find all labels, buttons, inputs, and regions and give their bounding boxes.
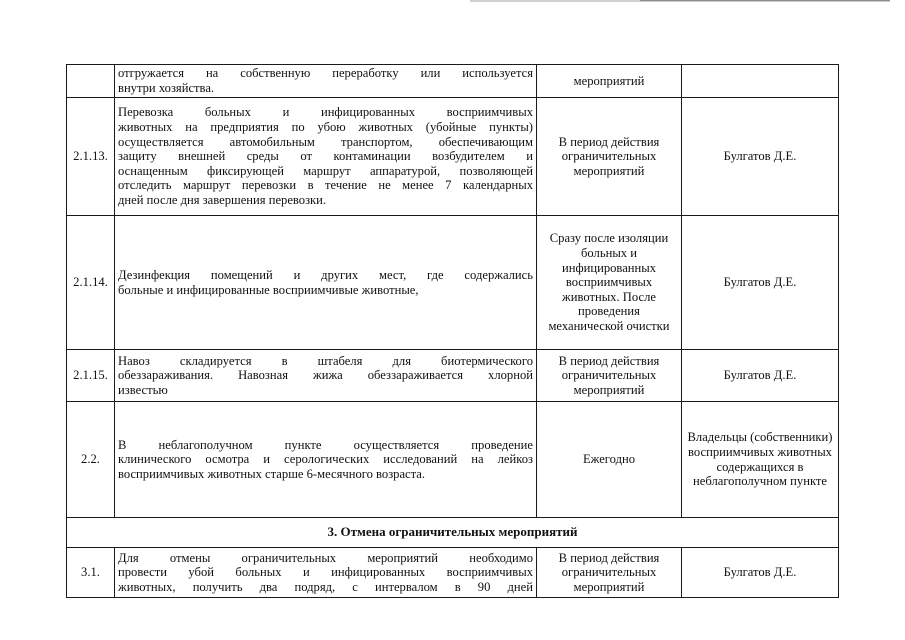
row-number: 2.1.13.: [67, 98, 115, 216]
row-responsible: Булгатов Д.Е.: [682, 350, 839, 402]
row-term: В период действия ограничительных мероприятий: [537, 548, 682, 598]
row-description: [115, 350, 537, 402]
row-term: Сразу после изоляции больных и инфицированных восприимчивых животных. После проведения механической очистки: [537, 216, 682, 350]
section-header-row: [67, 518, 839, 548]
description-line: Навоз складируется в штабеля для биотермического: [118, 353, 533, 368]
row-description: [115, 98, 537, 216]
measures-table: [66, 64, 839, 598]
section-title: 3. Отмена ограничительных мероприятий: [67, 518, 839, 548]
row-responsible: Булгатов Д.Е.: [682, 548, 839, 598]
table-row: [67, 350, 839, 402]
description-line: отгружается на собственную переработку или используется: [118, 66, 533, 81]
description-line: Дезинфекция помещений и других мест, где содержались: [118, 267, 533, 282]
row-term: В период действия ограничительных мероприятий: [537, 98, 682, 216]
description-line: клинического осмотра и серологических исследований на лейкоз: [118, 452, 533, 467]
table-row: [67, 65, 839, 98]
description-line: животных на предприятия по убою животных (убойные пункты): [118, 120, 533, 135]
row-responsible: Булгатов Д.Е.: [682, 216, 839, 350]
description-line: Для отмены ограничительных мероприятий необходимо: [118, 550, 533, 565]
table-row: [67, 402, 839, 518]
row-responsible: [682, 65, 839, 98]
description-line: обеззараживания. Навозная жижа обеззараживается хлорной: [118, 368, 533, 383]
row-number: 2.2.: [67, 402, 115, 518]
row-number: [67, 65, 115, 98]
description-line: больные и инфицированные восприимчивые животные,: [118, 282, 419, 297]
row-number: 2.1.15.: [67, 350, 115, 402]
row-description: [115, 65, 537, 98]
row-description: [115, 216, 537, 350]
description-line: отследить маршрут перевозки в течение не менее 7 календарных: [118, 178, 533, 193]
row-term: мероприятий: [537, 65, 682, 98]
scan-edge-line: [470, 0, 890, 2]
row-number: 2.1.14.: [67, 216, 115, 350]
row-description: [115, 402, 537, 518]
table-row: [67, 216, 839, 350]
row-term: В период действия ограничительных мероприятий: [537, 350, 682, 402]
row-responsible: Булгатов Д.Е.: [682, 98, 839, 216]
description-line: осуществляется автомобильным транспортом, обеспечивающим: [118, 134, 533, 149]
description-line: известью: [118, 382, 168, 397]
description-line: дней после дня завершения перевозки.: [118, 192, 327, 207]
description-line: оснащенным фиксирующей маршрут аппаратурой, позволяющей: [118, 163, 533, 178]
row-responsible: Владельцы (собственники) восприимчивых животных содержащихся в неблагополучном пункте: [682, 402, 839, 518]
table-row: [67, 548, 839, 598]
description-line: животных, получить два подряд, с интервалом в 90 дней: [118, 579, 533, 594]
description-line: В неблагополучном пункте осуществляется проведение: [118, 437, 533, 452]
row-description: [115, 548, 537, 598]
description-line: провести убой больных и инфицированных восприимчивых: [118, 565, 533, 580]
row-term: Ежегодно: [537, 402, 682, 518]
description-line: защиту внешней среды от контаминации возбудителем и: [118, 149, 533, 164]
description-line: Перевозка больных и инфицированных восприимчивых: [118, 105, 533, 120]
description-line: восприимчивых животных старше 6-месячного возраста.: [118, 466, 426, 481]
table-row: [67, 98, 839, 216]
description-line: внутри хозяйства.: [118, 81, 215, 95]
row-number: 3.1.: [67, 548, 115, 598]
